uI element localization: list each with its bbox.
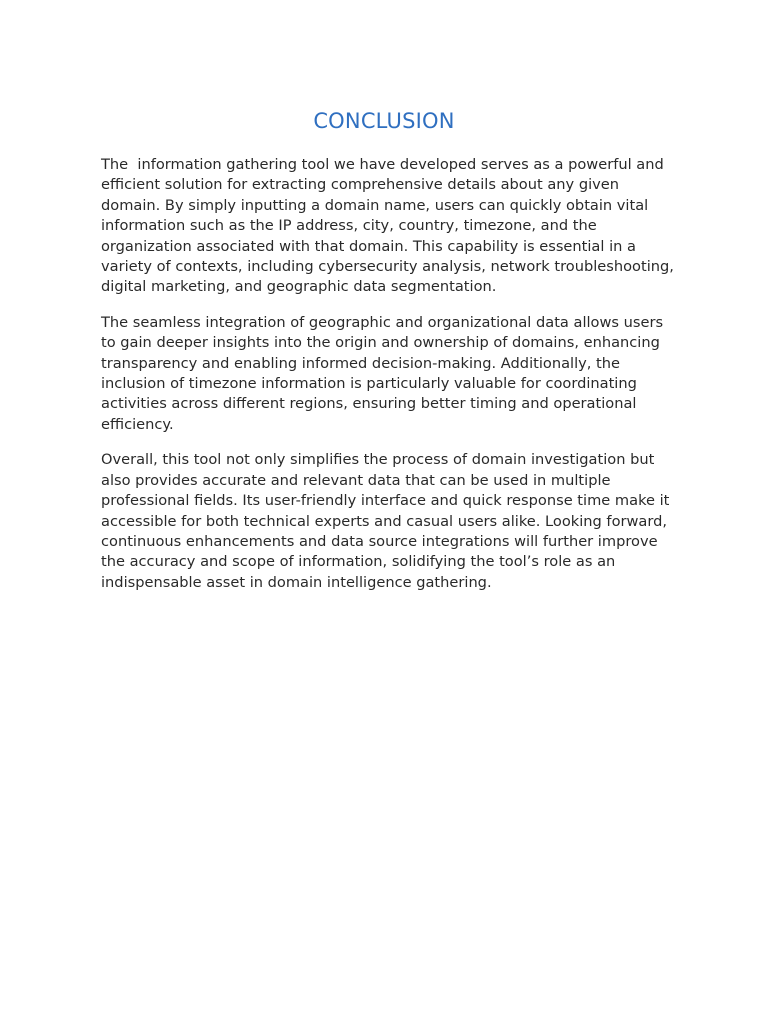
page-title: CONCLUSION — [313, 109, 455, 133]
paragraph-2: The seamless integration of geographic and organizational data allows users to gain deeper insights into the origin and ownership of domains, enhancing transparency and enabling informed decision-making. Additionally, the inclusion of timezone information is particularly valuable for coordinating activities across different regions, ensuring better timing and operational efficiency. — [101, 313, 668, 433]
paragraph-1: The information gathering tool we have developed serves as a powerful and efficient solution for extracting comprehensive details about any given domain. By simply inputting a domain name, users can quickly obtain vital information such as the IP address, city, country, timezone, and the organization associated with that domain. This capability is essential in a variety of contexts, including cybersecurity analysis, network troubleshooting, digital marketing, and geographic data segmentation. — [101, 156, 679, 296]
document-body — [101, 155, 679, 608]
paragraph-3: Overall, this tool not only simplifies the process of domain investigation but also provides accurate and relevant data that can be used in multiple professional fields. Its user-friendly interface and quick response time make it accessible for both technical experts and casual users alike. Looking forward, continuous enhancements and data source integrations will further improve the accuracy and scope of information, solidifying the tool’s role as an indispensable asset in domain intelligence gathering. — [101, 451, 675, 591]
